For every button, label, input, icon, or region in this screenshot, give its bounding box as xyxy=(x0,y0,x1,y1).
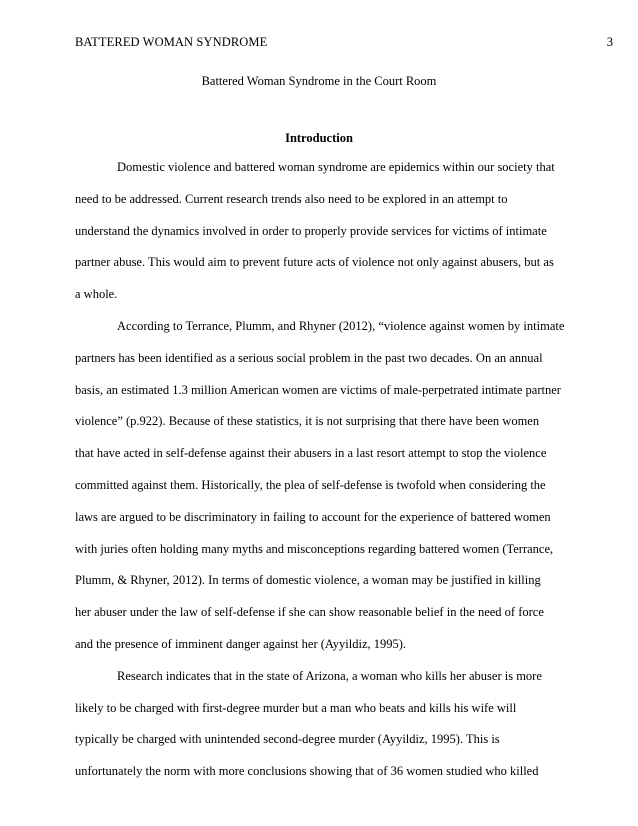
body-line: partners has been identified as a serious social problem in the past two decades. On an annual xyxy=(75,350,543,365)
body-line: unfortunately the norm with more conclusions showing that of 36 women studied who killed xyxy=(75,764,539,779)
page-number: 3 xyxy=(606,35,613,49)
body-line: her abuser under the law of self-defense if she can show reasonable belief in the need of force xyxy=(75,605,544,620)
paper-title xyxy=(0,74,638,89)
body-line: basis, an estimated 1.3 million American women are victims of male-perpetrated intimate partner xyxy=(75,382,561,397)
body-line: that have acted in self-defense against their abusers in a last resort attempt to stop the violence xyxy=(75,446,547,461)
body-line: Domestic violence and battered woman syndrome are epidemics within our society that xyxy=(117,160,555,174)
body-text xyxy=(75,160,580,796)
body-line: committed against them. Historically, the plea of self-defense is twofold when considering the xyxy=(75,477,546,492)
body-line: a whole. xyxy=(75,287,118,302)
body-line: and the presence of imminent danger against her (Ayyildiz, 1995). xyxy=(75,636,407,651)
body-line: According to Terrance, Plumm, and Rhyner (2012), “violence against women by intimate xyxy=(117,318,565,333)
body-line: partner abuse. This would aim to prevent future acts of violence not only against abusers, but as xyxy=(75,255,554,270)
paper-title-text: Battered Woman Syndrome in the Court Room xyxy=(201,74,437,88)
body-line: Plumm, & Rhyner, 2012). In terms of domestic violence, a woman may be justified in killing xyxy=(75,573,541,588)
body-line: Research indicates that in the state of Arizona, a woman who kills her abuser is more xyxy=(117,668,542,683)
body-line: typically be charged with unintended second-degree murder (Ayyildiz, 1995). This is xyxy=(75,732,500,747)
body-line: likely to be charged with first-degree murder but a man who beats and kills his wife will xyxy=(75,700,517,715)
body-line: violence” (p.922). Because of these statistics, it is not surprising that there have been women xyxy=(75,414,540,429)
body-line: laws are argued to be discriminatory in failing to account for the experience of battered women xyxy=(75,509,551,524)
body-line: understand the dynamics involved in order to properly provide services for victims of intimate xyxy=(75,223,547,238)
running-head: BATTERED WOMAN SYNDROME xyxy=(75,35,268,49)
body-line: with juries often holding many myths and misconceptions regarding battered women (Terrance, xyxy=(75,541,554,556)
section-heading: Introduction xyxy=(285,131,353,145)
body-line: need to be addressed. Current research trends also need to be explored in an attempt to xyxy=(75,191,508,206)
